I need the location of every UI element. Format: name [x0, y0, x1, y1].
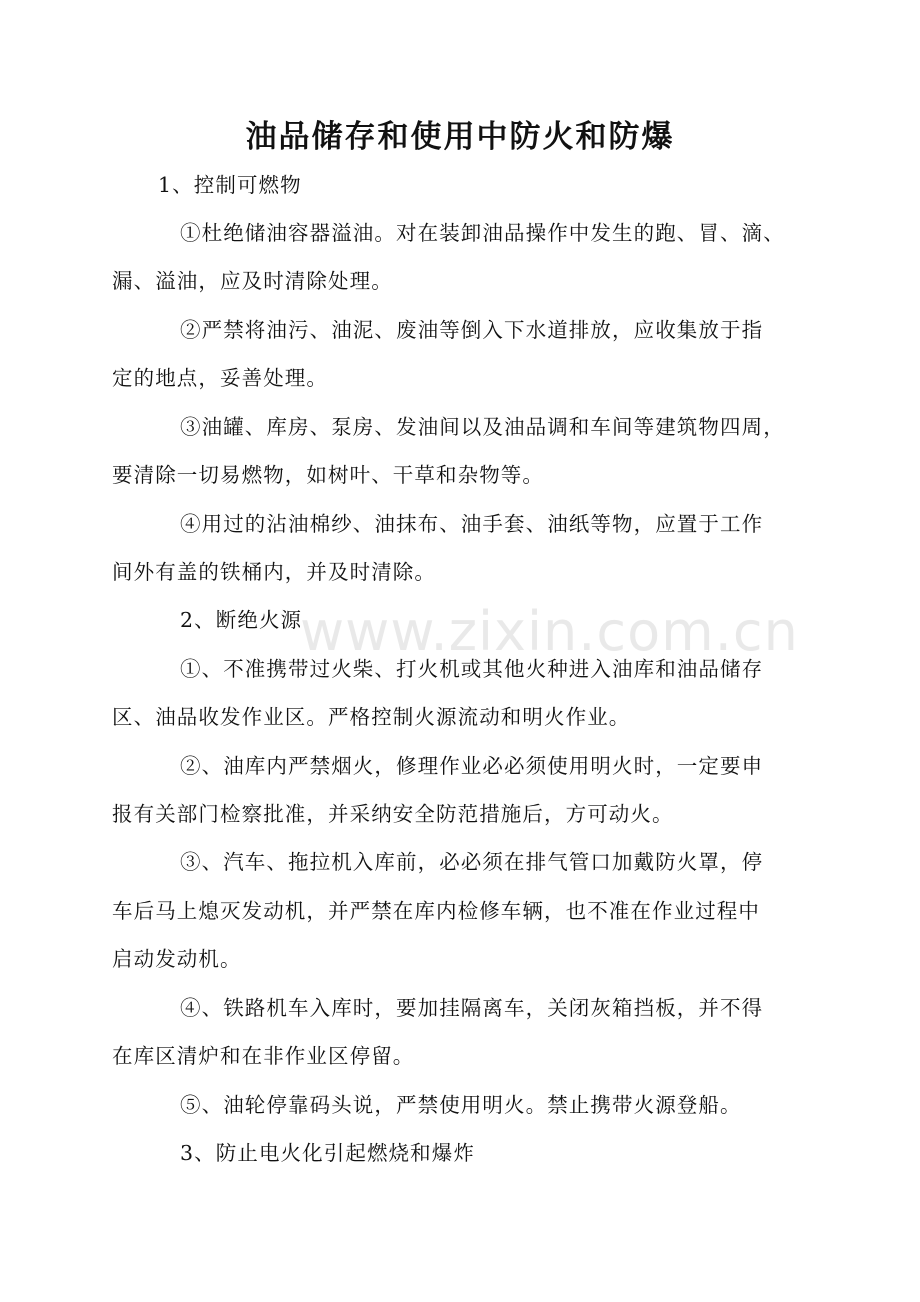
paragraph-line: ①杜绝储油容器溢油。对在装卸油品操作中发生的跑、冒、滴、 — [180, 221, 785, 245]
paragraph-line: ②、油库内严禁烟火，修理作业必必须使用明火时，一定要申 — [180, 754, 764, 778]
paragraph-line: ①、不准携带过火柴、打火机或其他火种进入油库和油品储存 — [180, 657, 764, 681]
paragraph-line: 车后马上熄灭发动机，并严禁在库内检修车辆，也不准在作业过程中 — [112, 899, 760, 923]
paragraph-line: 定的地点，妥善处理。 — [112, 366, 328, 390]
paragraph-line: ②严禁将油污、油泥、废油等倒入下水道排放，应收集放于指 — [180, 318, 764, 342]
section-heading-1: 1、控制可燃物 — [158, 173, 302, 197]
paragraph-line: 漏、溢油，应及时清除处理。 — [112, 269, 393, 293]
paragraph-line: 启动发动机。 — [112, 947, 242, 971]
paragraph-line: ③油罐、库房、泵房、发油间以及油品调和车间等建筑物四周， — [180, 415, 785, 439]
paragraph-line: ④用过的沾油棉纱、油抹布、油手套、油纸等物，应置于工作 — [180, 512, 764, 536]
paragraph-line: ③、汽车、拖拉机入库前，必必须在排气管口加戴防火罩，停 — [180, 850, 764, 874]
paragraph-line: 区、油品收发作业区。严格控制火源流动和明火作业。 — [112, 705, 631, 729]
section-heading-2: 2、断绝火源 — [180, 608, 303, 632]
watermark: www.zixin.com.cn — [300, 600, 799, 663]
paragraph-line: 间外有盖的铁桶内，并及时清除。 — [112, 560, 436, 584]
paragraph-line: ④、铁路机车入库时，要加挂隔离车，关闭灰箱挡板，并不得 — [180, 996, 764, 1020]
paragraph-line: 报有关部门检察批准，并采纳安全防范措施后，方可动火。 — [112, 802, 674, 826]
paragraph-line: ⑤、油轮停靠码头说，严禁使用明火。禁止携带火源登船。 — [180, 1093, 742, 1117]
document-title: 油品储存和使用中防火和防爆 — [245, 119, 675, 155]
paragraph-line: 要清除一切易燃物，如树叶、干草和杂物等。 — [112, 463, 544, 487]
paragraph-line: 在库区清炉和在非作业区停留。 — [112, 1044, 415, 1068]
section-heading-3: 3、防止电火化引起燃烧和爆炸 — [180, 1141, 475, 1165]
